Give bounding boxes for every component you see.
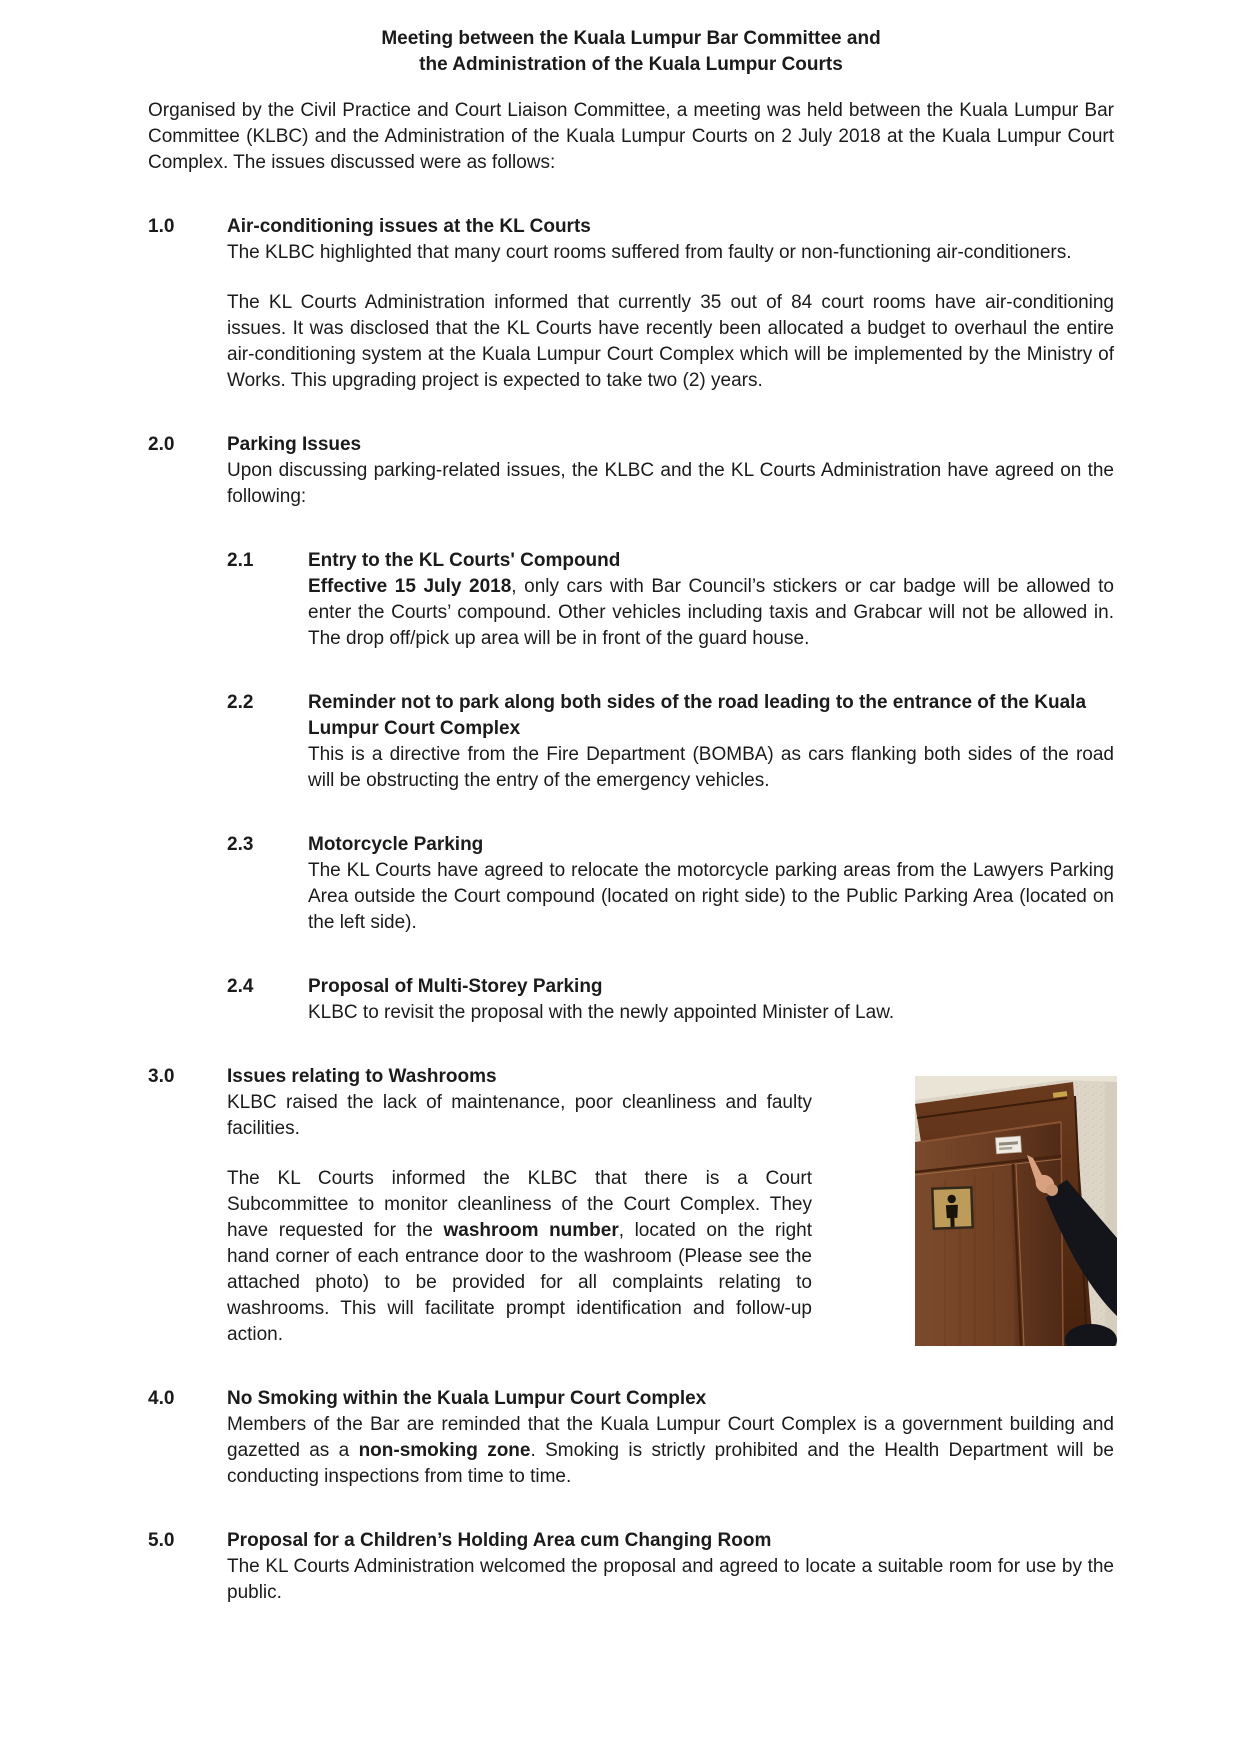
paragraph <box>308 574 1114 652</box>
paragraph <box>227 1412 1114 1490</box>
section-number: 2.0 <box>148 434 175 455</box>
intro-paragraph: Organised by the Civil Practice and Court Liaison Committee, a meeting was held between the Kuala Lumpur Bar Committee (KLBC) and the Administration of the Kuala Lumpur Courts on 2 July 2018 at the Kuala Lumpur Court Complex. The issues discussed were as follows: <box>148 100 1114 173</box>
paragraph-text: KLBC raised the lack of maintenance, poor cleanliness and faulty facilities. <box>227 1092 812 1139</box>
section-number: 1.0 <box>148 216 175 237</box>
paragraph-text: This is a directive from the Fire Department (BOMBA) as cars flanking both sides of the road will be obstructing the entry of the emergency vehicles. <box>308 744 1114 791</box>
subsection-number: 2.1 <box>227 550 254 571</box>
washroom-door-photo <box>915 1076 1117 1346</box>
title-line-2: the Administration of the Kuala Lumpur Courts <box>419 54 843 75</box>
section-no-smoking <box>148 1386 1114 1490</box>
section-parking-issues <box>148 432 1114 1026</box>
document-title <box>148 26 1114 78</box>
paragraph-text-bold: non-smoking zone <box>358 1440 531 1461</box>
subsection-number: 2.4 <box>227 976 254 997</box>
paragraph-text: Members of the Bar are reminded that the Kuala Lumpur Court Complex is a government building and gazetted as a <box>227 1414 1114 1461</box>
subsection-heading: Proposal of Multi-Storey Parking <box>308 976 603 997</box>
paragraph <box>308 858 1114 936</box>
section-children-holding-area <box>148 1528 1114 1606</box>
section-air-conditioning <box>148 214 1114 394</box>
subsection-heading: Reminder not to park along both sides of the road leading to the entrance of the Kuala Lumpur Court Complex <box>308 692 1087 739</box>
paragraph <box>227 290 1114 394</box>
paragraph-text-bold: washroom number <box>443 1220 619 1241</box>
paragraph <box>227 1166 812 1348</box>
subsection-heading: Entry to the KL Courts' Compound <box>308 550 621 571</box>
section-heading: Issues relating to Washrooms <box>227 1066 497 1087</box>
paragraph-text: KLBC to revisit the proposal with the newly appointed Minister of Law. <box>308 1002 895 1023</box>
paragraph <box>227 1554 1114 1606</box>
paragraph <box>308 742 1114 794</box>
subsection-number: 2.3 <box>227 834 254 855</box>
paragraph <box>308 1000 1114 1026</box>
section-heading: Proposal for a Children’s Holding Area cum Changing Room <box>227 1530 772 1551</box>
male-washroom-sign <box>932 1187 972 1228</box>
paragraph-text: Upon discussing parking-related issues, the KLBC and the KL Courts Administration have agreed on the following: <box>227 460 1114 507</box>
paragraph-text: The KLBC highlighted that many court rooms suffered from faulty or non-functioning air-conditioners. <box>227 242 1072 263</box>
subsection-motorcycle-parking <box>227 832 1114 936</box>
subsection-multi-storey-parking <box>227 974 1114 1026</box>
section-heading: No Smoking within the Kuala Lumpur Court Complex <box>227 1388 707 1409</box>
paragraph-text: The KL Courts have agreed to relocate the motorcycle parking areas from the Lawyers Parking Area outside the Court compound (located on right side) to the Public Parking Area (located on the left side). <box>308 860 1114 933</box>
washroom-number-label <box>995 1136 1021 1154</box>
paragraph-text: The KL Courts Administration informed that currently 35 out of 84 court rooms have air-conditioning issues. It was disclosed that the KL Courts have recently been allocated a budget to overhaul the entire air-conditioning system at the Kuala Lumpur Court Complex which will be implemented by the Ministry of Works. This upgrading project is expected to take two (2) years. <box>227 292 1114 391</box>
section-number: 5.0 <box>148 1530 175 1551</box>
subsection-entry-compound <box>227 548 1114 652</box>
section-washrooms <box>148 1064 1114 1348</box>
paragraph-text-bold: Effective 15 July 2018 <box>308 576 512 597</box>
washrooms-body <box>227 1090 1114 1348</box>
paragraph-text: The KL Courts informed the KLBC that there is a Court Subcommittee to monitor cleanliness of the Court Complex. They have requested for the <box>227 1168 812 1241</box>
paragraph <box>227 1090 812 1142</box>
paragraph-text: , only cars with Bar Council’s stickers or car badge will be allowed to enter the Courts’ compound. Other vehicles including taxis and Grabcar will not be allowed in. The drop off/pick up area will be in front of the guard house. <box>308 576 1114 649</box>
section-number: 4.0 <box>148 1388 175 1409</box>
section-heading: Air-conditioning issues at the KL Courts <box>227 216 591 237</box>
paragraph-text: The KL Courts Administration welcomed the proposal and agreed to locate a suitable room for use by the public. <box>227 1556 1114 1603</box>
subsection-number: 2.2 <box>227 692 254 713</box>
subsection-heading: Motorcycle Parking <box>308 834 484 855</box>
paragraph <box>227 458 1114 510</box>
paragraph-text: . Smoking is strictly prohibited and the Health Department will be conducting inspections from time to time. <box>227 1440 1114 1487</box>
paragraph-text: , located on the right hand corner of each entrance door to the washroom (Please see the attached photo) to be provided for all complaints relating to washrooms. This will facilitate prompt identification and follow-up action. <box>227 1220 812 1345</box>
title-line-1: Meeting between the Kuala Lumpur Bar Committee and <box>381 28 881 49</box>
subsection-no-parking-roadside <box>227 690 1114 794</box>
paragraph <box>227 240 1114 266</box>
section-number: 3.0 <box>148 1066 175 1087</box>
section-heading: Parking Issues <box>227 434 362 455</box>
washroom-door-illustration <box>915 1076 1117 1346</box>
